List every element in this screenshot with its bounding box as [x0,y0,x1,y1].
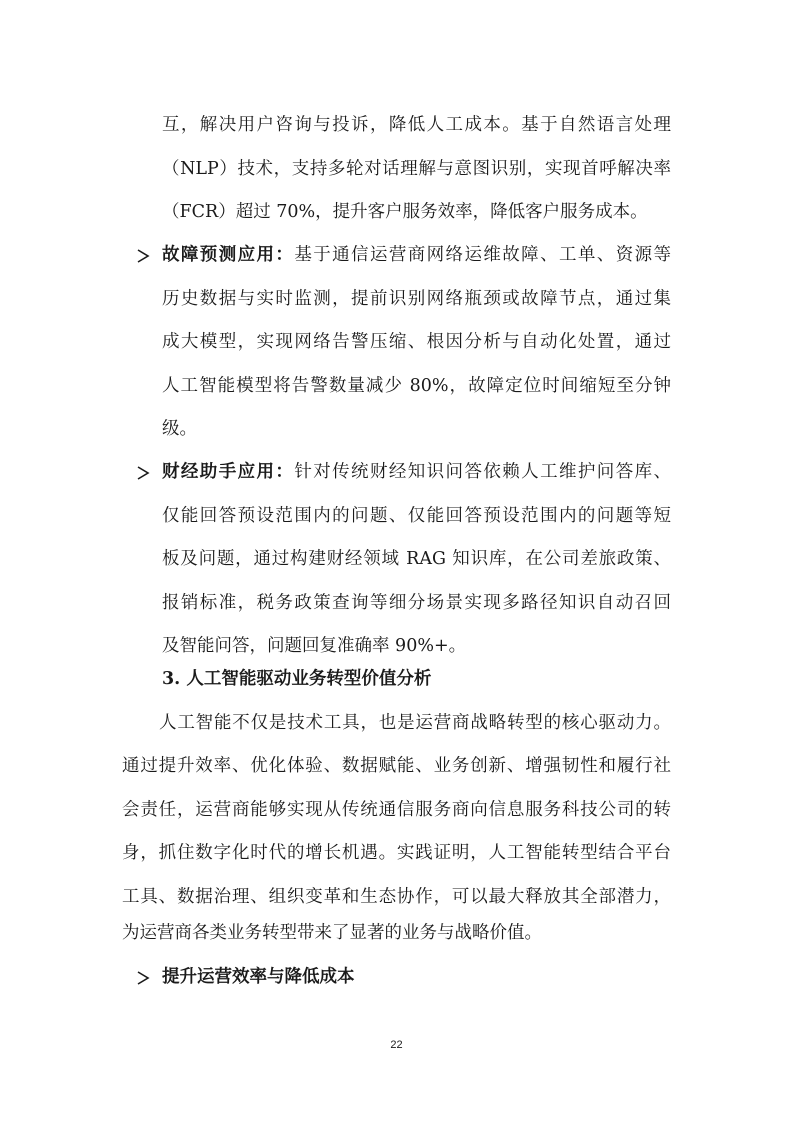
intro-line-3: （FCR）超过 70%，提升客户服务效率，降低客户服务成本。 [162,202,648,222]
fault-prediction-line-5: 级。 [162,419,197,439]
section-3-line-3: 会责任，运营商能够实现从传统通信服务商向信息服务科技公司的转 [122,800,671,820]
fault-prediction-line-3: 成大模型，实现网络告警压缩、根因分析与自动化处置，通过 [162,332,671,352]
arrow-bullet-icon [136,966,150,990]
intro-line-1: 互，解决用户咨询与投诉，降低人工成本。基于自然语言处理 [162,115,671,135]
finance-assistant-line-3: 板及问题，通过构建财经领域 RAG 知识库，在公司差旅政策、 [162,549,671,569]
page-number: 22 [390,1039,403,1051]
finance-assistant-line-4: 报销标准，税务政策查询等细分场景实现多路径知识自动召回 [162,593,671,613]
finance-assistant-label: 财经助手应用： [162,462,295,482]
finance-assistant-line-5: 及智能问答，问题回复准确率 90%+。 [162,636,467,656]
finance-assistant-line-2: 仅能回答预设范围内的问题、仅能回答预设范围内的问题等短 [162,506,671,526]
section-3-heading: 3. 人工智能驱动业务转型价值分析 [162,669,432,689]
section-3-line-4: 身，抓住数字化时代的增长机遇。实践证明，人工智能转型结合平台 [122,843,671,863]
arrow-bullet-icon [136,461,150,485]
fault-prediction-first-text: 基于通信运营商网络运维故障、工单、资源等 [294,245,671,265]
efficiency-heading: 提升运营效率与降低成本 [162,967,355,987]
fault-prediction-line-4: 人工智能模型将告警数量减少 80%，故障定位时间缩短至分钟 [162,376,671,396]
section-3-line-5: 工具、数据治理、组织变革和生态协作，可以最大释放其全部潜力， [122,887,671,907]
fault-prediction-line-2: 历史数据与实时监测，提前识别网络瓶颈或故障节点，通过集 [162,289,671,309]
arrow-bullet-icon [136,244,150,268]
fault-prediction-label: 故障预测应用： [162,245,295,265]
section-3-line-1: 人工智能不仅是技术工具，也是运营商战略转型的核心驱动力。 [159,713,671,733]
section-3-line-6: 为运营商各类业务转型带来了显著的业务与战略价值。 [122,923,542,943]
finance-assistant-first-line [162,460,671,484]
finance-assistant-first-text: 针对传统财经知识问答依赖人工维护问答库、 [294,462,671,482]
section-3-line-2: 通过提升效率、优化体验、数据赋能、业务创新、增强韧性和履行社 [122,756,671,776]
fault-prediction-first-line [162,243,671,267]
intro-line-2: （NLP）技术，支持多轮对话理解与意图识别，实现首呼解决率 [162,159,671,179]
